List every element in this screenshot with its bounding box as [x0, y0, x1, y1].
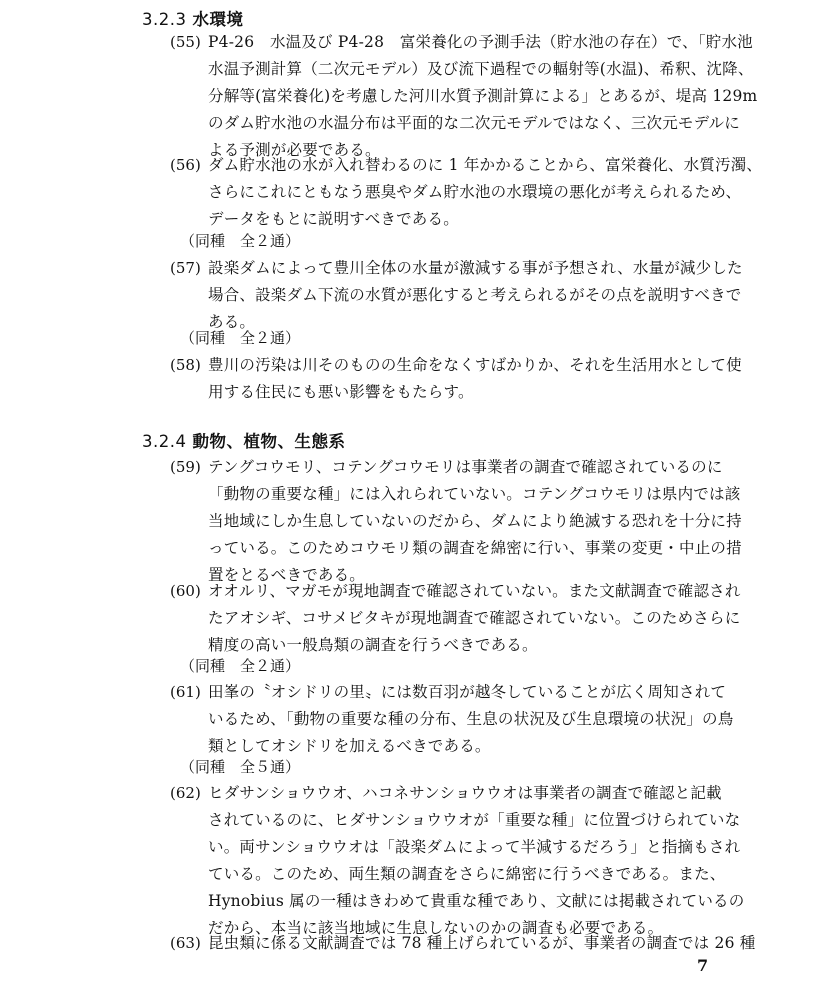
item-line: 分解等(富栄養化)を考慮した河川水質予測計算による」とあるが、堤高 129m	[208, 87, 758, 105]
item-number: (59)	[170, 458, 201, 476]
section-heading-water	[142, 6, 243, 30]
item-line: P4-26 水温及び P4-28 富栄養化の予測手法（貯水池の存在）で、「貯水池	[208, 33, 753, 51]
item-line: 水温予測計算（二次元モデル）及び流下過程での輻射等(水温)、希釈、沈降、	[208, 60, 754, 78]
item-line: い。両サンショウウオは「設楽ダムによって半減するだろう」と指摘もされ	[208, 838, 741, 856]
section-number: 3.2.3	[142, 10, 187, 29]
item-number: (56)	[170, 156, 201, 174]
section-title: 動物、植物、生態系	[192, 432, 346, 451]
item-line: されているのに、ヒダサンショウウオが「重要な種」に位置づけられていな	[208, 811, 741, 829]
item-line: データをもとに説明すべきである。	[208, 210, 459, 228]
item-number: (57)	[170, 259, 201, 277]
item-line: っている。このためコウモリ類の調査を綿密に行い、事業の変更・中止の措	[208, 539, 742, 557]
item-line: さらにこれにともなう悪臭やダム貯水池の水環境の悪化が考えられるため、	[208, 183, 742, 201]
item-line: 当地域にしか生息していないのだから、ダムにより絶滅する恐れを十分に持	[208, 512, 742, 530]
item-line: ある。	[208, 313, 256, 331]
item-line: いるため、「動物の重要な種の分布、生息の状況及び生息環境の状況」の鳥	[208, 710, 734, 728]
item-line: 昆虫類に係る文献調査では 78 種上げられているが、事業者の調査では 26 種	[208, 934, 756, 952]
item-line: 精度の高い一般鳥類の調査を行うべきである。	[208, 636, 538, 654]
item-number: (61)	[170, 683, 201, 701]
page-number: 7	[697, 956, 709, 975]
item-line: オオルリ、マガモが現地調査で確認されていない。また文献調査で確認され	[208, 582, 741, 600]
duplicate-count-note: （同種 全２通）	[180, 329, 301, 347]
item-number: (58)	[170, 356, 201, 374]
section-title: 水環境	[192, 10, 244, 29]
item-line: ダム貯水池の水が入れ替わるのに 1 年かかることから、富栄養化、水質汚濁、	[208, 156, 763, 174]
item-line: 場合、設楽ダム下流の水質が悪化すると考えられるがその点を説明すべきで	[208, 286, 742, 304]
item-line: 田峯の〝オシドリの里〟には数百羽が越冬していることが広く周知されて	[208, 683, 727, 701]
section-heading-ecosystem	[142, 428, 345, 452]
item-line: 類としてオシドリを加えるべきである。	[208, 737, 491, 755]
item-number: (55)	[170, 33, 201, 51]
item-line: 「動物の重要な種」には入れられていない。コテングコウモリは県内では該	[208, 485, 741, 503]
item-line: 豊川の汚染は川そのものの生命をなくすばかりか、それを生活用水として使	[208, 356, 742, 374]
item-line: テングコウモリ、コテングコウモリは事業者の調査で確認されているのに	[208, 458, 723, 476]
item-number: (60)	[170, 582, 201, 600]
item-line: ている。このため、両生類の調査をさらに綿密に行うべきである。また、	[208, 865, 726, 883]
item-line: Hynobius 属の一種はきわめて貴重な種であり、文献には掲載されているの	[208, 892, 745, 910]
duplicate-count-note: （同種 全２通）	[180, 232, 301, 250]
item-line: 置をとるべきである。	[208, 566, 366, 584]
item-line: 用する住民にも悪い影響をもたらす。	[208, 383, 474, 401]
item-line: のダム貯水池の水温分布は平面的な二次元モデルではなく、三次元モデルに	[208, 114, 740, 132]
duplicate-count-note: （同種 全５通）	[180, 758, 301, 776]
item-line: よる予測が必要である。	[208, 141, 381, 159]
duplicate-count-note: （同種 全２通）	[180, 657, 301, 675]
item-number: (63)	[170, 934, 201, 952]
item-number: (62)	[170, 784, 201, 802]
item-line: 設楽ダムによって豊川全体の水量が激減する事が予想され、水量が減少した	[208, 259, 743, 277]
item-line: だから、本当に該当地域に生息しないのかの調査も必要である。	[208, 919, 664, 937]
item-line: たアオシギ、コサメビタキが現地調査で確認されていない。このためさらに	[208, 609, 741, 627]
section-number: 3.2.4	[142, 432, 187, 451]
item-line: ヒダサンショウウオ、ハコネサンショウウオは事業者の調査で確認と記載	[208, 784, 722, 802]
